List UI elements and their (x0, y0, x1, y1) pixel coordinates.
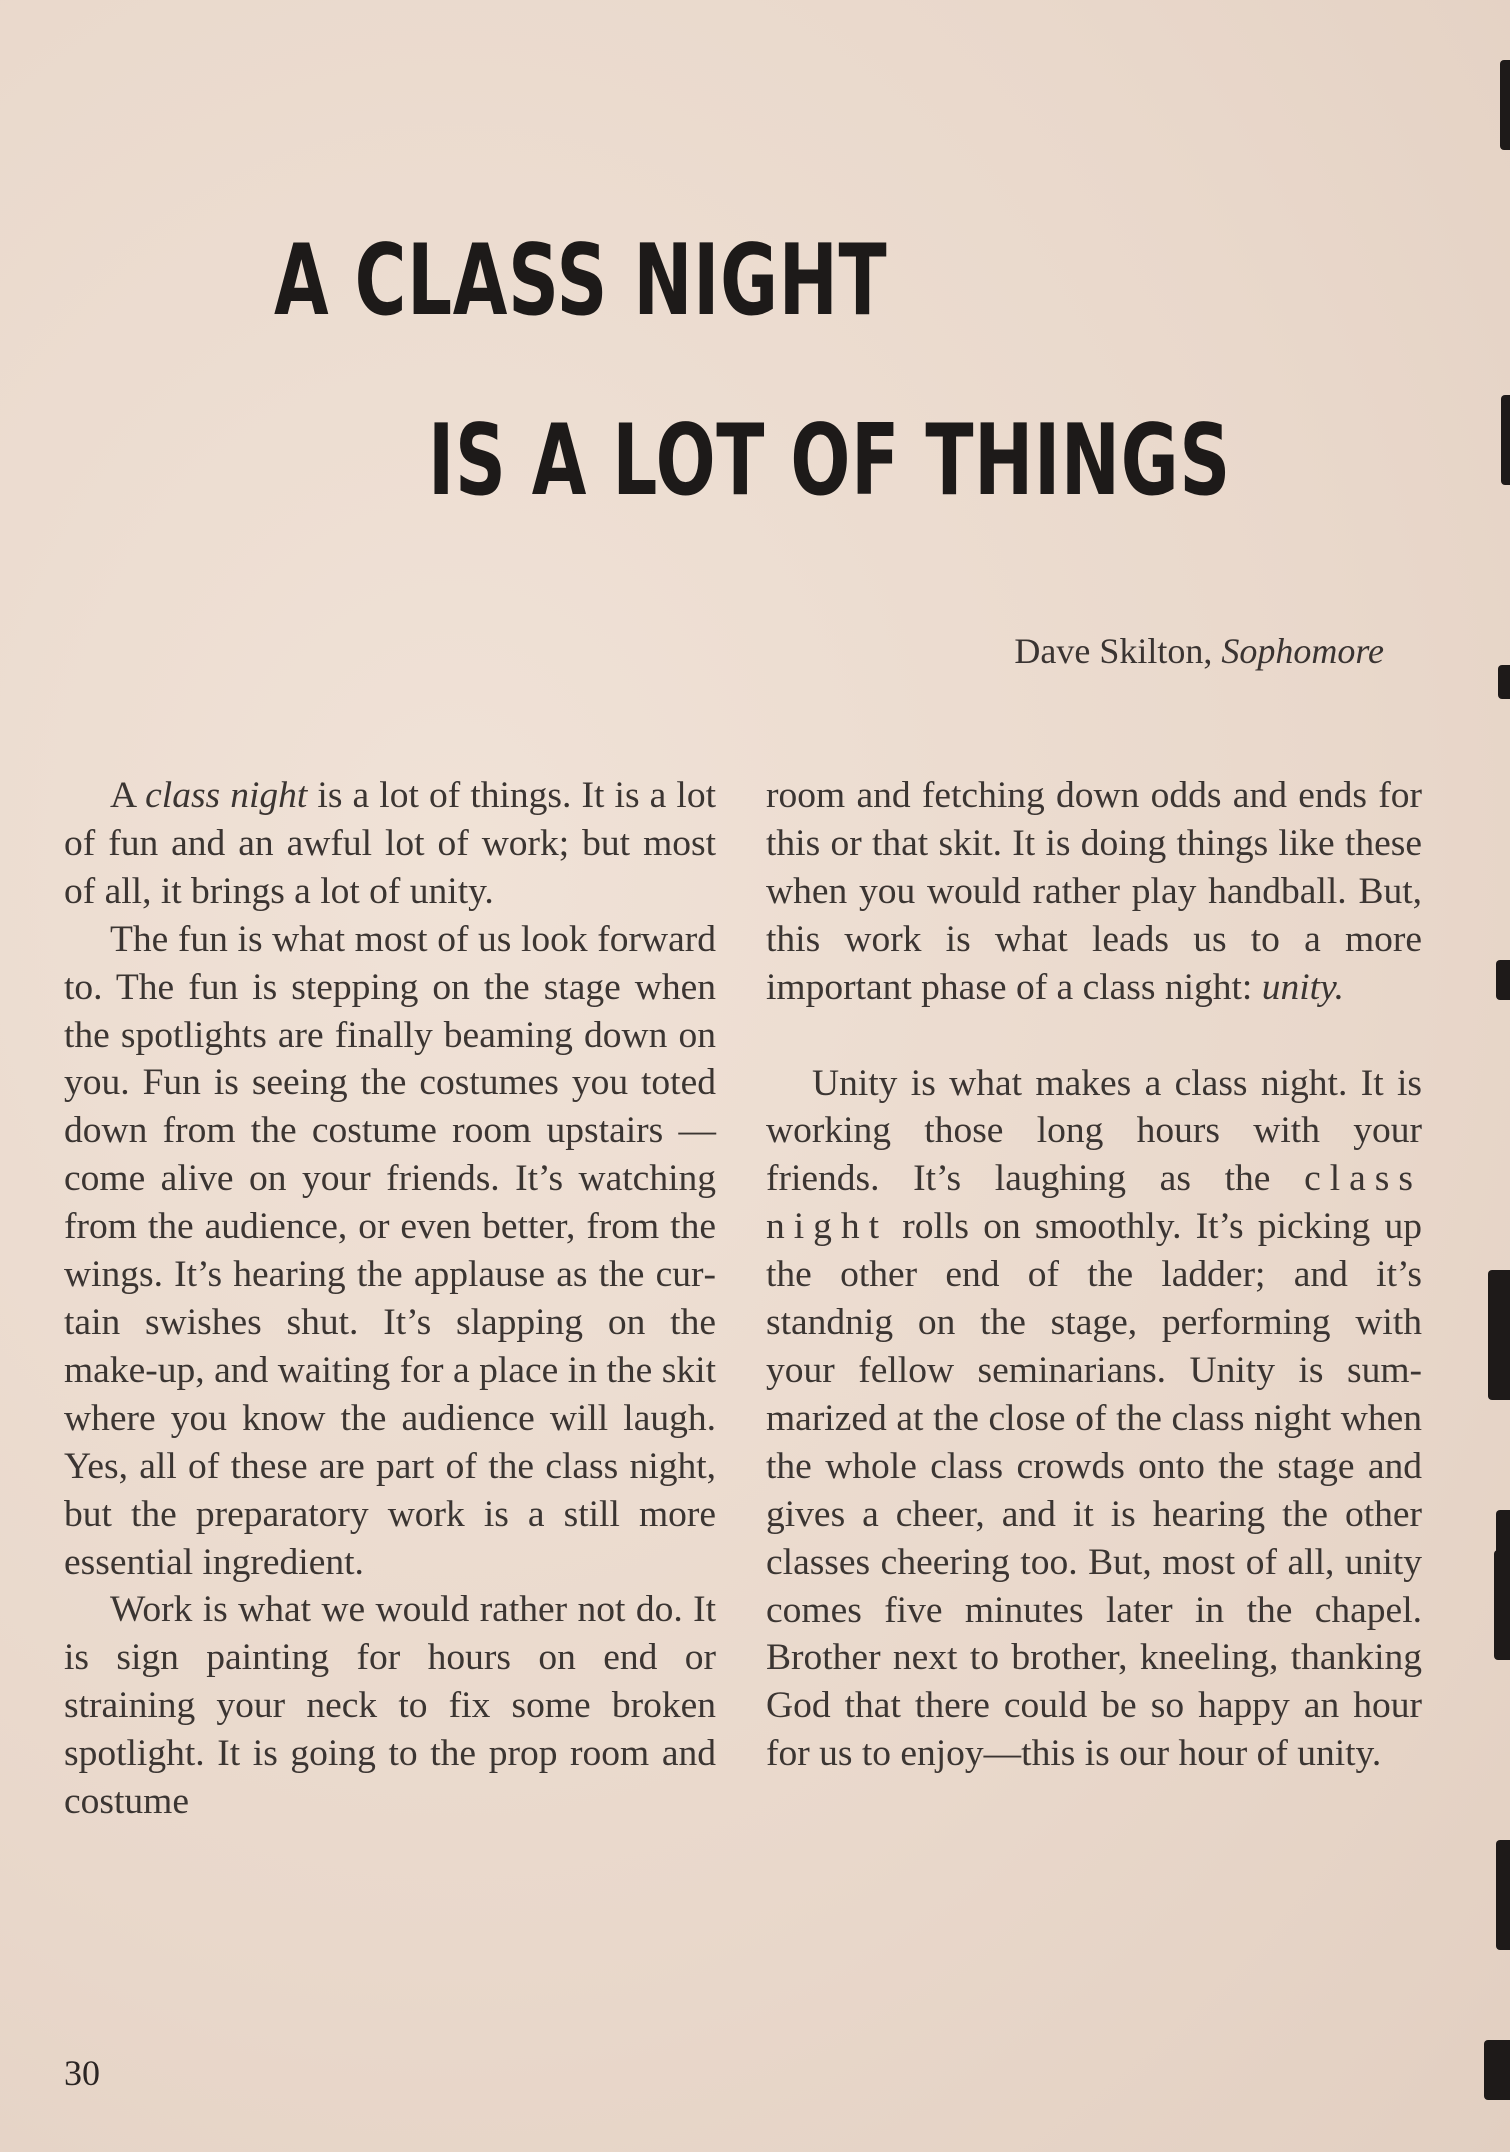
binding-mark (1496, 1840, 1510, 1950)
byline-author: Dave Skilton, (1014, 631, 1213, 671)
paragraph: Work is what we would rather not do. It is sign painting for hours on end or straining your neck to fix some broken spotlight. It is going to the prop room and costume (64, 1589, 716, 1823)
paragraph-text: rolls on smoothly. It’s picking up the other end of the ladder; and it’s standnig on the stage, performing with your fellow seminarians. Unity is summarized at the close of the class night when the whole class crowds onto the stage and gives a cheer, and it is hearing the other classes cheering too. But, most of all, unity comes five minutes later in the chapel. Brother next to brother, kneeling, thanking God that there could be so happy an hour for us to enjoy—this is our hour of unity. (766, 1206, 1422, 1775)
binding-mark (1498, 665, 1510, 699)
binding-mark (1494, 1550, 1510, 1660)
byline (1014, 630, 1384, 672)
paragraph (64, 772, 716, 916)
byline-role: Sophomore (1221, 631, 1384, 671)
binding-mark (1496, 960, 1510, 1000)
paragraph-text: A (110, 775, 146, 816)
paragraph (766, 772, 1422, 1012)
binding-mark (1501, 395, 1510, 485)
left-column (64, 772, 716, 1826)
binding-mark (1500, 60, 1510, 150)
page-number: 30 (64, 2053, 100, 2093)
italic-phrase: class night (145, 775, 308, 816)
right-column (766, 772, 1422, 1778)
paragraph-text: is a lot of things. It is a lot of fun and an awful lot of work; but most of all, it brings a lot of unity. (64, 775, 716, 912)
binding-mark (1488, 1270, 1510, 1400)
italic-phrase: unity. (1261, 966, 1345, 1008)
paragraph-text: Unity is what makes a class night. It is working those long hours with your friends. It’s laughing as the (766, 1062, 1422, 1200)
paragraph-text: room and fetching down odds and ends for this or that skit. It is doing things like these when you would rather play handball. But, this work is what leads us to a more important phase of a class night: (766, 775, 1422, 1008)
title-line-1: A CLASS NIGHT (274, 224, 888, 338)
title-line-2: IS A LOT OF THINGS (428, 404, 1231, 518)
paragraph: The fun is what most of us look forward to. The fun is stepping on the stage when the spotlights are finally beaming down on you. Fun is seeing the costumes you toted down from the costume room upstairs — come alive on your friends. It’s watching from the audience, or even better, from the wings. It’s hearing the applause as the curtain swishes shut. It’s slapping on the make-up, and waiting for a place in the skit where you know the audience will laugh. Yes, all of these are part of the class night, but the preparatory work is a still more essential ingredient. (64, 918, 716, 1583)
binding-mark (1484, 2040, 1510, 2100)
paragraph (766, 1060, 1422, 1779)
spaced-phrase: class night (766, 1158, 1422, 1248)
